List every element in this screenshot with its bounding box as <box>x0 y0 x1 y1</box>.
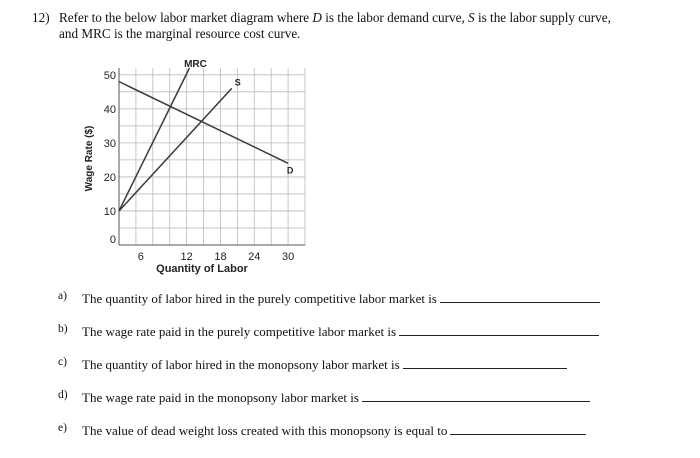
variable-s: S <box>468 10 475 25</box>
part-letter: c) <box>58 356 67 368</box>
part-letter: d) <box>58 389 68 401</box>
part-letter: a) <box>58 290 67 302</box>
y-tick-label: 0 <box>109 234 116 246</box>
part-text: The wage rate paid in the monopsony labor market is <box>82 390 359 405</box>
variable-d: D <box>312 10 322 25</box>
curve-mrc <box>119 68 189 211</box>
x-tick-label: 30 <box>281 251 295 263</box>
y-axis-label: Wage Rate ($) <box>84 125 95 192</box>
curve-label-d: D <box>286 165 294 176</box>
part-text: The quantity of labor hired in the purely competitive labor market is <box>82 291 437 306</box>
question-number: 12) <box>32 10 50 25</box>
part-letter: b) <box>58 323 68 335</box>
part-letter: e) <box>58 422 67 434</box>
answer-blank-c[interactable] <box>403 355 567 369</box>
question-text-c: is the labor supply curve, <box>474 10 611 25</box>
x-tick-label: 6 <box>137 251 144 263</box>
answer-blank-d[interactable] <box>362 388 590 402</box>
y-tick-label: 10 <box>103 205 116 218</box>
question-line-2: and MRC is the marginal resource cost curve. <box>59 26 301 41</box>
y-tick-label: 40 <box>103 103 116 116</box>
answer-blank-b[interactable] <box>399 322 599 336</box>
question-text-b: is the labor demand curve, <box>321 10 469 25</box>
curve-label-mrc: MRC <box>184 59 207 70</box>
x-tick-label: 24 <box>248 251 261 263</box>
question-line-1 <box>59 10 611 26</box>
labor-market-diagram <box>78 58 318 280</box>
part-text: The value of dead weight loss created with this monopsony is equal to <box>82 423 448 438</box>
y-tick-label: 50 <box>103 69 116 82</box>
curve-label-s: S <box>234 77 241 88</box>
answer-blank-a[interactable] <box>440 289 600 303</box>
part-text: The quantity of labor hired in the monopsony labor market is <box>82 357 400 372</box>
x-tick-label: 12 <box>180 251 193 263</box>
x-tick-label: 18 <box>214 251 227 263</box>
y-tick-label: 20 <box>103 171 116 184</box>
y-tick-label: 30 <box>103 137 116 150</box>
part-text: The wage rate paid in the purely competitive labor market is <box>82 324 397 339</box>
question-text-a: Refer to the below labor market diagram where <box>59 10 313 25</box>
answer-blank-e[interactable] <box>450 421 586 435</box>
x-axis-label: Quantity of Labor <box>156 263 248 275</box>
